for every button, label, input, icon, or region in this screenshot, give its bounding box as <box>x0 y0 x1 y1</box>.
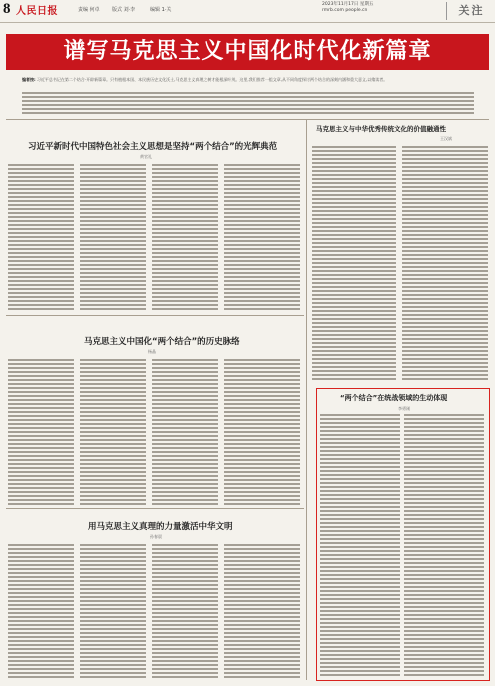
page-number: 8 <box>3 1 11 17</box>
issue-date: 2023年11月17日 星期五 <box>322 2 374 7</box>
article-body <box>8 544 74 680</box>
article-body <box>404 414 484 676</box>
article-body <box>402 146 488 382</box>
article-body <box>224 359 300 505</box>
article-body <box>80 359 146 505</box>
newspaper-logo: 人民日报 <box>16 6 58 17</box>
article-body <box>80 164 146 312</box>
section-divider <box>6 119 489 120</box>
article-byline: 李勇刚 <box>398 406 410 411</box>
section-divider <box>6 315 304 316</box>
article-headline: 习近平新时代中国特色社会主义思想是坚持“两个结合”的光辉典范 <box>28 142 278 152</box>
banner-title: 谱写马克思主义中国化时代化新篇章 <box>63 39 432 64</box>
article-byline: 孙春晨 <box>150 534 162 539</box>
article-body <box>152 544 218 680</box>
article-body <box>224 544 300 680</box>
article-body <box>320 414 400 676</box>
layout-credit: 版式 刘·李 <box>112 7 136 13</box>
article-byline: 黄官礼 <box>140 154 152 159</box>
article-body <box>312 146 396 382</box>
editor-note-body <box>22 92 474 116</box>
masthead <box>0 0 495 23</box>
article-headline: 马克思主义中国化“两个结合”的历史脉络 <box>84 337 240 347</box>
article-byline: 王汉斌 <box>440 136 452 141</box>
article-body <box>152 164 218 312</box>
column-name: 关注 <box>446 2 495 20</box>
article-body <box>8 164 74 312</box>
proof-credit: 编辑 1·关 <box>150 7 172 13</box>
special-banner <box>6 34 489 70</box>
article-body <box>8 359 74 505</box>
article-byline: 杨晶 <box>148 349 156 354</box>
article-headline: 马克思主义与中华优秀传统文化的价值融通性 <box>316 125 446 133</box>
site-address: rmrb.com people.cn <box>322 8 368 13</box>
date-block <box>322 2 373 14</box>
article-body <box>152 359 218 505</box>
article-headline: 用马克思主义真理的力量激活中华文明 <box>88 522 233 532</box>
section-divider <box>6 508 304 509</box>
editor-credit: 责编 何卓 <box>78 7 100 13</box>
article-body <box>224 164 300 312</box>
editor-note-label: 编者按: <box>22 77 36 82</box>
article-headline: “两个结合”在统战领域的生动体现 <box>340 394 448 402</box>
editor-note-text: 习近平总书记在第二个结合·开辟新篇章。只有植根本国、本民族历史文化沃土,马克思主义真理之树才能根深叶茂。这里,我们推荐一组文章,从不同角度探讨两个结合的深刻内涵和重大意义,以飨读者。 <box>36 77 388 82</box>
article-body <box>80 544 146 680</box>
column-divider <box>306 120 307 680</box>
